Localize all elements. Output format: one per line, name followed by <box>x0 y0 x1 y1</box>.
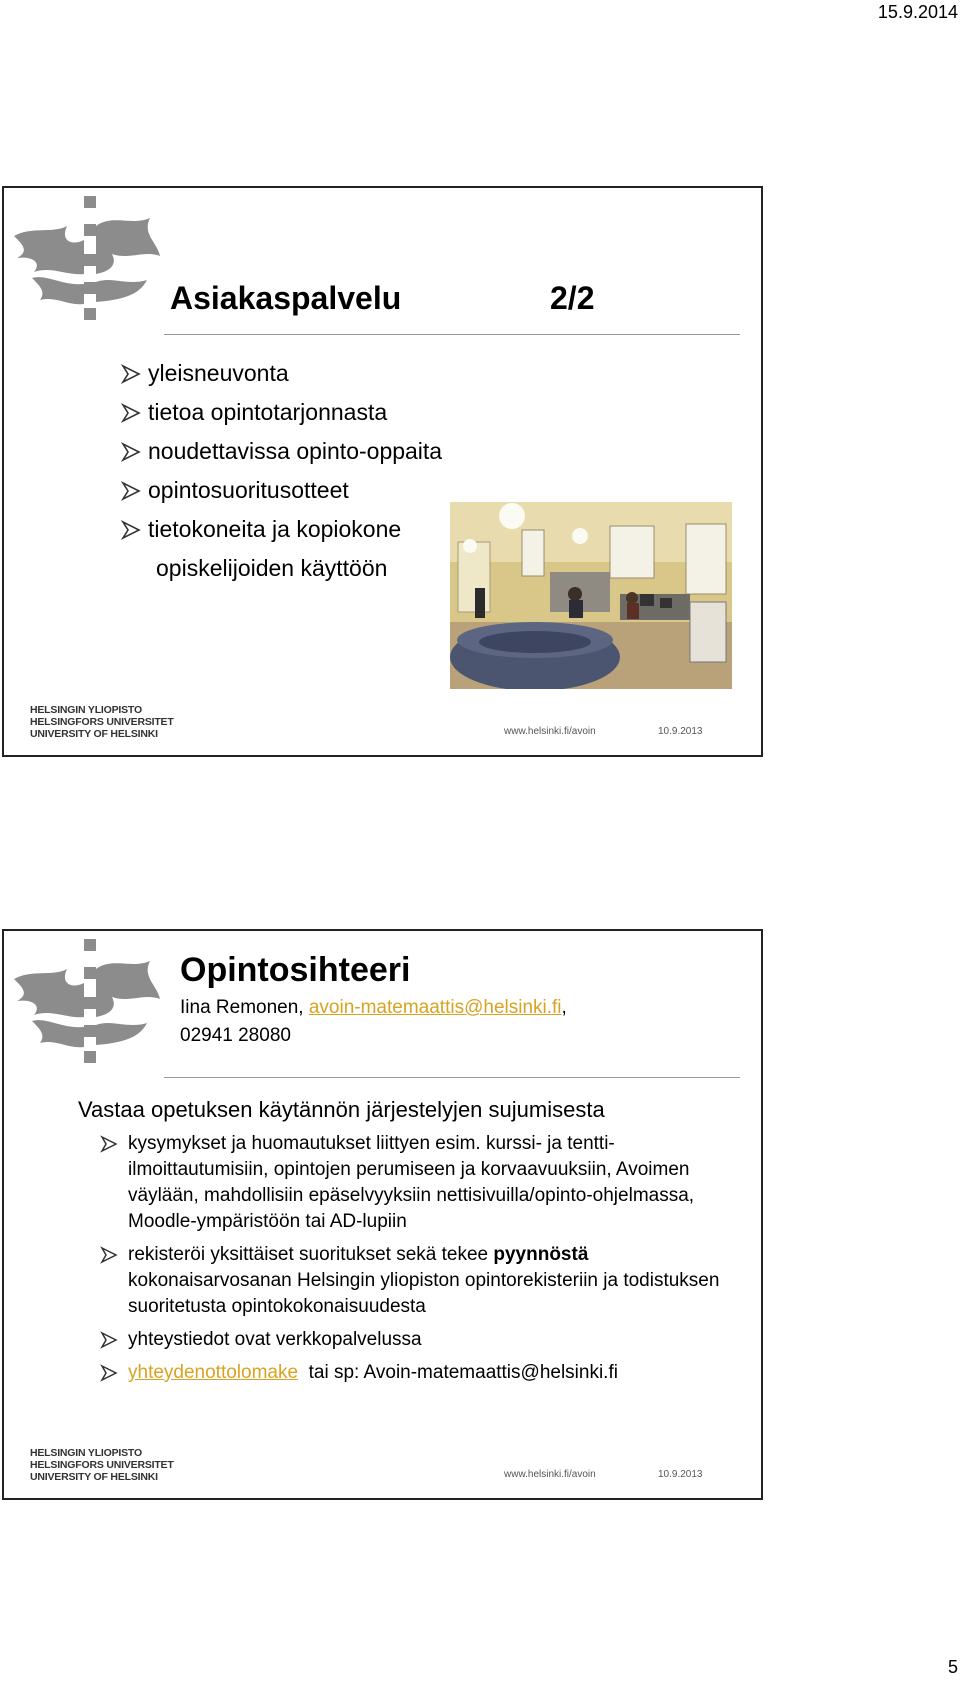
footer-url: www.helsinki.fi/avoin <box>504 1469 596 1480</box>
slide-page-indicator: 2/2 <box>550 280 595 316</box>
footer-date: 10.9.2013 <box>658 726 703 737</box>
office-photo <box>450 502 732 689</box>
list-item: tietoa opintotarjonnasta <box>120 393 442 432</box>
slide-asiakaspalvelu <box>2 186 763 757</box>
arrow-bullet-icon <box>120 520 142 540</box>
flame-logo-icon <box>12 196 162 326</box>
list-item: noudettavissa opinto-oppaita <box>120 432 442 471</box>
arrow-bullet-icon <box>120 442 142 462</box>
contact-line: Iina Remonen, avoin-matemaattis@helsinki.fi, <box>180 997 567 1018</box>
slide-title: Asiakaspalvelu <box>170 280 402 316</box>
list-item: yhteystiedot ovat verkkopalvelussa <box>100 1327 750 1353</box>
university-logo-text: HELSINGIN YLIOPISTO HELSINGFORS UNIVERSITET UNIVERSITY OF HELSINKI <box>30 1447 174 1483</box>
list-item: rekisteröi yksittäiset suoritukset sekä tekee pyynnöstä kokonaisarvosanan Helsingin yliopiston opintorekisteriin ja todistuksen suoritetusta opintokokonaisuudesta <box>100 1242 750 1320</box>
bullet-list <box>100 1131 750 1393</box>
list-item-continuation: opiskelijoiden käyttöön <box>156 555 388 581</box>
bullet-list <box>120 354 442 588</box>
lead-text: Vastaa opetuksen käytännön järjestelyjen sujumisesta <box>78 1097 605 1122</box>
university-logo-text: HELSINGIN YLIOPISTO HELSINGFORS UNIVERSITET UNIVERSITY OF HELSINKI <box>30 704 174 740</box>
page-date: 15.9.2014 <box>877 2 958 22</box>
page-number: 5 <box>947 1657 958 1677</box>
slide-opintosihteeri <box>2 929 763 1500</box>
title-divider <box>164 1077 740 1078</box>
list-item: yleisneuvonta <box>120 354 442 393</box>
slide-title: Opintosihteeri <box>180 951 411 989</box>
arrow-bullet-icon <box>100 1246 118 1264</box>
arrow-bullet-icon <box>100 1364 118 1382</box>
contact-name: Iina Remonen, <box>180 997 309 1018</box>
arrow-bullet-icon <box>120 403 142 423</box>
contact-form-link[interactable]: yhteydenottolomake <box>128 1362 299 1383</box>
arrow-bullet-icon <box>100 1331 118 1349</box>
list-item: opintosuoritusotteet <box>120 471 442 510</box>
email-link[interactable]: avoin-matemaattis@helsinki.fi <box>308 997 562 1018</box>
arrow-bullet-icon <box>120 481 142 501</box>
list-item: kysymykset ja huomautukset liittyen esim. kurssi- ja tentti-ilmoittautumisiin, opintojen perumiseen ja korvaavuuksiin, Avoimen väylään, mahdollisiin epäselvyyksiin nettisivuilla/opinto-ohjelmassa, Moodle-ympäristöön tai AD-lupiin <box>100 1131 750 1235</box>
list-item: yhteydenottolomake tai sp: Avoin-matemaattis@helsinki.fi <box>100 1360 750 1386</box>
footer-date: 10.9.2013 <box>658 1469 703 1480</box>
contact-phone: 02941 28080 <box>180 1025 291 1046</box>
arrow-bullet-icon <box>100 1135 118 1153</box>
list-item: tietokoneita ja kopiokone <box>120 510 442 549</box>
arrow-bullet-icon <box>120 364 142 384</box>
flame-logo-icon <box>12 939 162 1069</box>
title-divider <box>164 334 740 335</box>
footer-url: www.helsinki.fi/avoin <box>504 726 596 737</box>
